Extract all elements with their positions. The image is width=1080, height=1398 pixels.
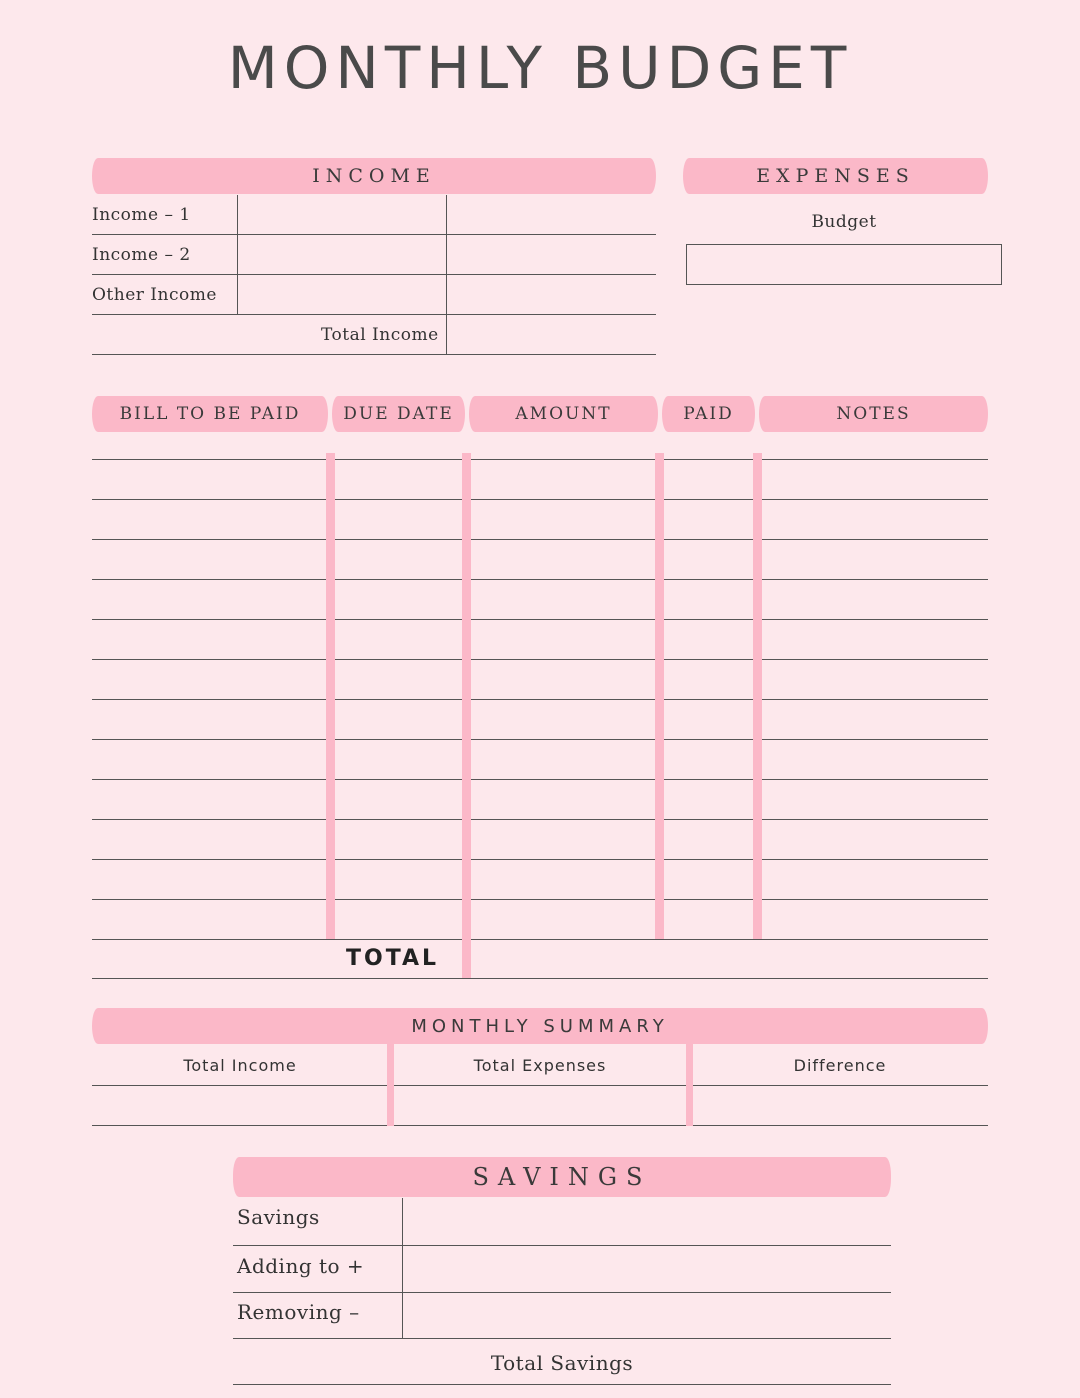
table-row-line — [92, 899, 988, 900]
column-separator — [655, 453, 664, 939]
column-separator — [387, 1044, 394, 1126]
divider — [233, 1338, 891, 1339]
column-separator — [326, 453, 335, 939]
income-header — [92, 158, 656, 194]
table-row-line — [92, 499, 988, 500]
table-row-line — [92, 779, 988, 780]
divider — [92, 314, 656, 315]
col-header-amount-label: AMOUNT — [515, 404, 612, 424]
divider — [402, 1198, 403, 1338]
col-header-notes-label: NOTES — [836, 404, 911, 424]
col-header-bill — [92, 396, 328, 432]
income-header-label: INCOME — [312, 165, 436, 187]
budget-field[interactable] — [686, 244, 1002, 285]
income-row-label-2: Income – 2 — [92, 245, 191, 265]
savings-row-label-3: Removing – — [237, 1300, 360, 1324]
divider — [446, 195, 447, 355]
income-1-extra-field[interactable] — [447, 195, 656, 235]
column-separator — [686, 1044, 693, 1126]
divider — [237, 195, 238, 315]
table-row-line — [92, 819, 988, 820]
summary-difference-label: Difference — [793, 1056, 887, 1075]
expenses-header — [683, 158, 988, 194]
summary-total-expenses-label: Total Expenses — [473, 1056, 607, 1075]
divider — [92, 234, 656, 235]
summary-header-label: MONTHLY SUMMARY — [411, 1015, 669, 1037]
income-2-extra-field[interactable] — [447, 235, 656, 275]
col-header-due-date — [332, 396, 465, 432]
column-separator — [462, 453, 471, 979]
col-header-notes — [759, 396, 988, 432]
table-row-line — [92, 859, 988, 860]
savings-header-label: SAVINGS — [472, 1163, 652, 1191]
removing-field[interactable] — [404, 1293, 891, 1337]
total-income-label: Total Income — [321, 325, 439, 345]
savings-row-label-1: Savings — [237, 1205, 320, 1229]
column-separator — [753, 453, 762, 939]
savings-header — [233, 1157, 891, 1197]
table-row-line — [92, 579, 988, 580]
income-1-amount-field[interactable] — [238, 195, 446, 235]
col-header-due-date-label: DUE DATE — [343, 404, 454, 424]
col-header-bill-label: BILL TO BE PAID — [119, 404, 301, 424]
summary-difference-field[interactable] — [694, 1086, 988, 1125]
divider — [233, 1384, 891, 1385]
divider — [92, 1125, 988, 1126]
budget-label: Budget — [811, 212, 877, 232]
summary-total-income-field[interactable] — [92, 1086, 386, 1125]
divider — [92, 274, 656, 275]
income-row-label-3: Other Income — [92, 285, 217, 305]
savings-field[interactable] — [404, 1198, 891, 1244]
page-title: MONTHLY BUDGET — [227, 34, 853, 102]
col-header-paid — [662, 396, 755, 432]
table-row-line — [92, 659, 988, 660]
table-row-line — [92, 739, 988, 740]
expenses-header-label: EXPENSES — [756, 165, 915, 187]
col-header-amount — [469, 396, 658, 432]
summary-total-expenses-field[interactable] — [395, 1086, 685, 1125]
income-2-amount-field[interactable] — [238, 235, 446, 275]
table-row-line — [92, 619, 988, 620]
table-row-line — [92, 459, 988, 460]
table-row-line — [92, 699, 988, 700]
divider — [92, 354, 656, 355]
income-row-label-1: Income – 1 — [92, 205, 191, 225]
total-income-field[interactable] — [447, 315, 656, 355]
bill-total-label: TOTAL — [346, 946, 440, 971]
summary-header — [92, 1008, 988, 1044]
summary-total-income-label: Total Income — [183, 1056, 297, 1075]
savings-row-label-2: Adding to + — [237, 1254, 365, 1278]
table-row-line — [92, 539, 988, 540]
divider — [92, 978, 988, 979]
bill-total-field[interactable] — [472, 940, 988, 978]
col-header-paid-label: PAID — [683, 404, 734, 424]
other-income-extra-field[interactable] — [447, 275, 656, 315]
total-savings-label: Total Savings — [490, 1351, 634, 1375]
adding-to-field[interactable] — [404, 1246, 891, 1291]
other-income-amount-field[interactable] — [238, 275, 446, 315]
